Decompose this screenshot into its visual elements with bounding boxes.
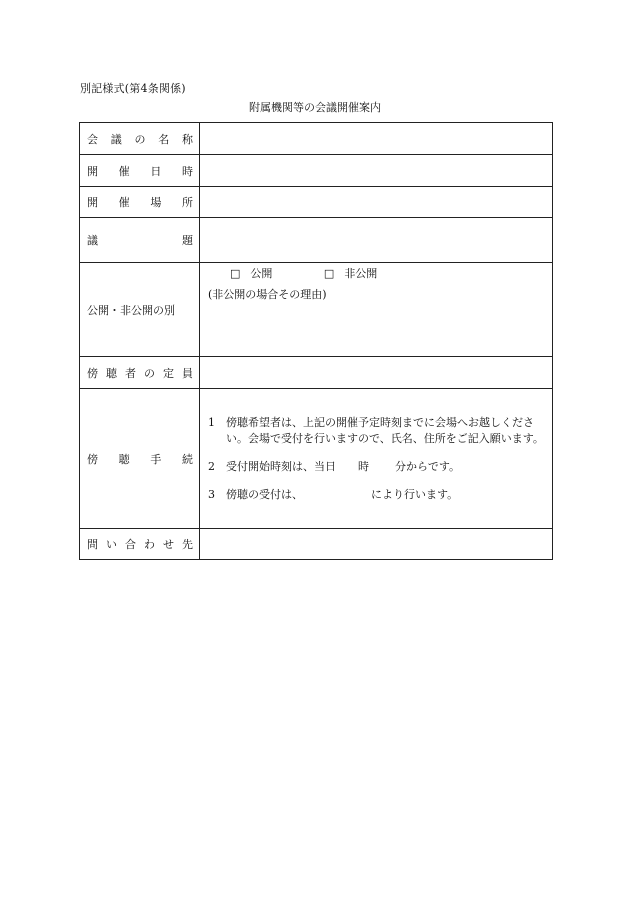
- label-public-status: 公開・非公開の別: [80, 263, 200, 357]
- row-venue: [80, 187, 553, 218]
- row-capacity: [80, 357, 553, 389]
- field-capacity[interactable]: [200, 357, 553, 389]
- field-venue[interactable]: [200, 187, 553, 218]
- label-capacity: [80, 357, 200, 389]
- document-title: 附属機関等の会議開催案内: [249, 101, 381, 114]
- field-agenda[interactable]: [200, 218, 553, 263]
- option-public[interactable]: [230, 265, 272, 281]
- label-meeting-name: [80, 123, 200, 155]
- row-label-text: 議 題: [87, 234, 193, 247]
- label-procedure: [80, 389, 200, 529]
- row-contact: [80, 529, 553, 560]
- row-public-status: [80, 263, 553, 357]
- row-label-text: 会 議 の 名 称: [87, 132, 193, 146]
- field-contact[interactable]: [200, 529, 553, 560]
- label-venue: [80, 187, 200, 218]
- option-public-label: 公開: [250, 267, 273, 280]
- option-private-label: 非公開: [344, 267, 378, 280]
- public-status-options: [208, 265, 544, 281]
- field-public-status: [200, 263, 553, 357]
- row-datetime: [80, 155, 553, 187]
- checkbox-private[interactable]: □: [323, 267, 335, 280]
- label-contact: [80, 529, 200, 560]
- label-agenda: [80, 218, 200, 263]
- label-datetime: [80, 155, 200, 187]
- option-private[interactable]: [324, 265, 377, 281]
- procedure-item-3: 3 傍聴の受付は、 により行います。: [208, 487, 459, 501]
- field-datetime[interactable]: [200, 155, 553, 187]
- private-reason-note: (非公開の場合その理由): [208, 288, 327, 301]
- row-procedure: [80, 389, 553, 529]
- field-meeting-name[interactable]: [200, 123, 553, 155]
- row-label-text: 開 催 場 所: [87, 196, 193, 209]
- row-label-text: 傍 聴 手 続: [87, 452, 193, 466]
- procedure-item-2: 2 受付開始時刻は、当日 時 分からです。: [208, 459, 461, 473]
- meeting-notice-table: [79, 122, 553, 560]
- row-label-text: 開 催 日 時: [87, 164, 193, 178]
- row-meeting-name: [80, 123, 553, 155]
- form-reference: 別記様式(第4条関係): [80, 82, 186, 95]
- procedure-item-1: 1 傍聴希望者は、上記の開催予定時刻までに会場へお越しください。会場で受付を行いますので、氏名、住所をご記入願います。: [208, 415, 544, 445]
- row-label-text: 傍 聴 者 の 定 員: [87, 366, 193, 380]
- row-label-text: 問 い 合 わ せ 先: [87, 538, 193, 551]
- field-procedure: [200, 389, 553, 529]
- row-agenda: [80, 218, 553, 263]
- checkbox-public[interactable]: □: [230, 267, 241, 280]
